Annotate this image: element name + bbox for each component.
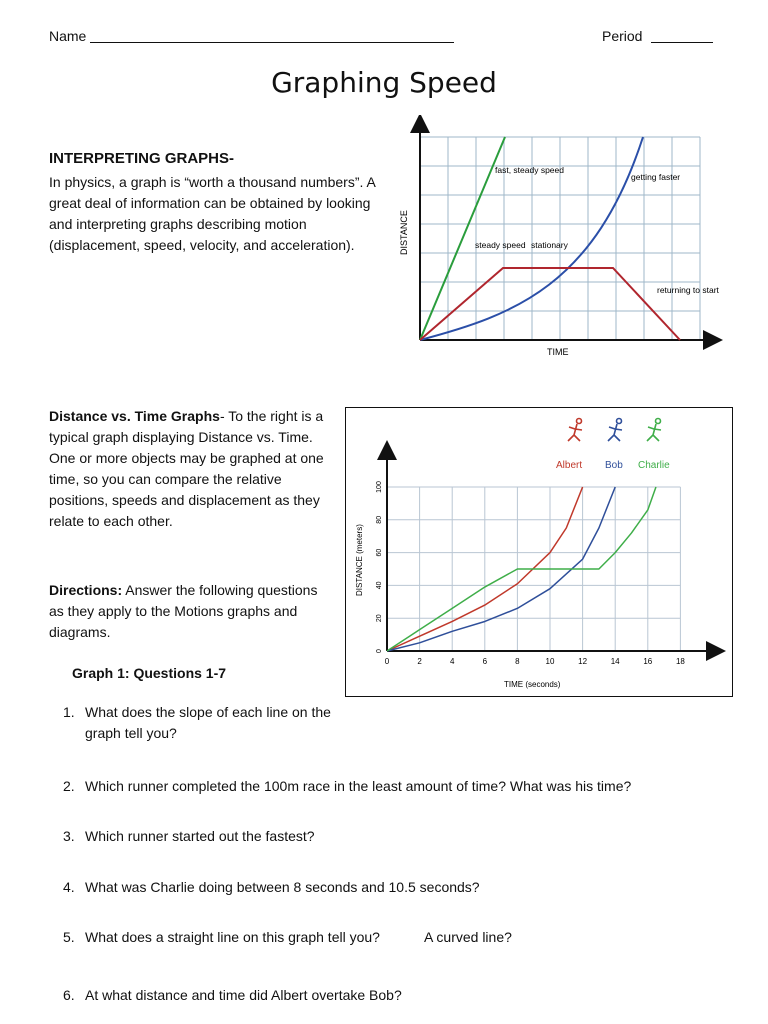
- question-text: Which runner completed the 100m race in the least amount of time? What was his time?: [85, 778, 632, 794]
- question-4: [63, 877, 743, 898]
- motion-graph-xlabel: TIME: [547, 347, 569, 357]
- period-label: Period: [602, 28, 643, 44]
- question-text: What was Charlie doing between 8 seconds and 10.5 seconds?: [85, 879, 480, 895]
- runners-x-ticks: [385, 657, 686, 666]
- legend-albert: Albert: [556, 460, 583, 471]
- y-tick-label: 100: [376, 481, 383, 493]
- interpreting-body: In physics, a graph is “worth a thousand numbers”. A great deal of information can be obtained by looking and interpreting graphs describing motion (displacement, speed, velocity, and acceleration).: [49, 174, 376, 253]
- directions-paragraph: [49, 580, 329, 643]
- question-1: [63, 702, 333, 744]
- question-3: [63, 826, 743, 847]
- question-text: What does the slope of each line on the graph tell you?: [85, 704, 331, 741]
- runners-legend: [556, 419, 670, 472]
- question-number: 2.: [63, 778, 75, 794]
- graph1-heading: Graph 1: Questions 1-7: [72, 665, 227, 681]
- period-blank[interactable]: [651, 42, 713, 43]
- x-tick-label: 10: [545, 657, 555, 666]
- label-fast: fast, steady speed: [495, 165, 564, 175]
- motion-types-graph: [395, 115, 725, 365]
- x-tick-label: 12: [578, 657, 588, 666]
- runners-ylabel: DISTANCE (meters): [355, 524, 364, 596]
- runner-icon-albert: [568, 419, 582, 442]
- label-returning: returning to start: [657, 285, 719, 295]
- question-number: 1.: [63, 704, 75, 720]
- runners-xlabel: TIME (seconds): [504, 680, 561, 689]
- runner-icon-charlie: [647, 419, 661, 442]
- question-6: [63, 985, 743, 1006]
- question-number: 4.: [63, 879, 75, 895]
- fast-steady-line: [420, 137, 505, 340]
- x-tick-label: 0: [384, 657, 390, 666]
- legend-bob: Bob: [605, 460, 623, 471]
- x-tick-label: 14: [610, 657, 620, 666]
- question-number: 5.: [63, 929, 75, 945]
- x-tick-label: 2: [417, 657, 422, 666]
- y-tick-label: 40: [376, 581, 383, 590]
- page-title: Graphing Speed: [271, 66, 497, 99]
- distance-time-paragraph: [49, 406, 339, 532]
- y-tick-label: 20: [376, 614, 383, 623]
- question-5: [63, 927, 743, 948]
- question-text: At what distance and time did Albert overtake Bob?: [85, 987, 402, 1003]
- distance-time-heading: Distance vs. Time Graphs: [49, 408, 220, 424]
- name-blank[interactable]: [90, 42, 454, 43]
- x-tick-label: 8: [515, 657, 520, 666]
- question-text: What does a straight line on this graph tell you?: [85, 929, 380, 945]
- runners-graph-frame: [345, 407, 733, 697]
- label-steady-speed: steady speed: [475, 240, 526, 250]
- name-label: Name: [49, 28, 87, 44]
- runners-graph: [346, 408, 732, 696]
- y-tick-label: 80: [376, 515, 383, 524]
- directions-body: Answer the following questions as they apply to the Motions graphs and diagrams.: [49, 582, 318, 640]
- x-tick-label: 16: [643, 657, 653, 666]
- question-2: [63, 776, 743, 797]
- runner-icon-bob: [608, 419, 622, 442]
- motion-graph-ylabel: DISTANCE: [399, 210, 409, 255]
- question-text: Which runner started out the fastest?: [85, 828, 315, 844]
- legend-charlie: Charlie: [638, 460, 670, 471]
- distance-time-body: - To the right is a typical graph displaying Distance vs. Time. One or more objects may be graphed at one time, so you can compare the relative positions, speeds and displacement as they relate to each other.: [49, 408, 324, 529]
- directions-label: Directions:: [49, 582, 123, 598]
- x-tick-label: 6: [482, 657, 488, 666]
- question-extra: A curved line?: [423, 929, 512, 945]
- label-getting-faster: getting faster: [631, 172, 681, 182]
- runners-y-ticks: [376, 481, 383, 653]
- question-number: 3.: [63, 828, 75, 844]
- question-number: 6.: [63, 987, 75, 1003]
- y-tick-label: 60: [376, 548, 383, 557]
- y-tick-label: 0: [376, 649, 383, 653]
- x-tick-label: 18: [675, 657, 685, 666]
- label-stationary: stationary: [531, 240, 568, 250]
- interpreting-heading: INTERPRETING GRAPHS-: [49, 150, 235, 167]
- x-tick-label: 4: [449, 657, 455, 666]
